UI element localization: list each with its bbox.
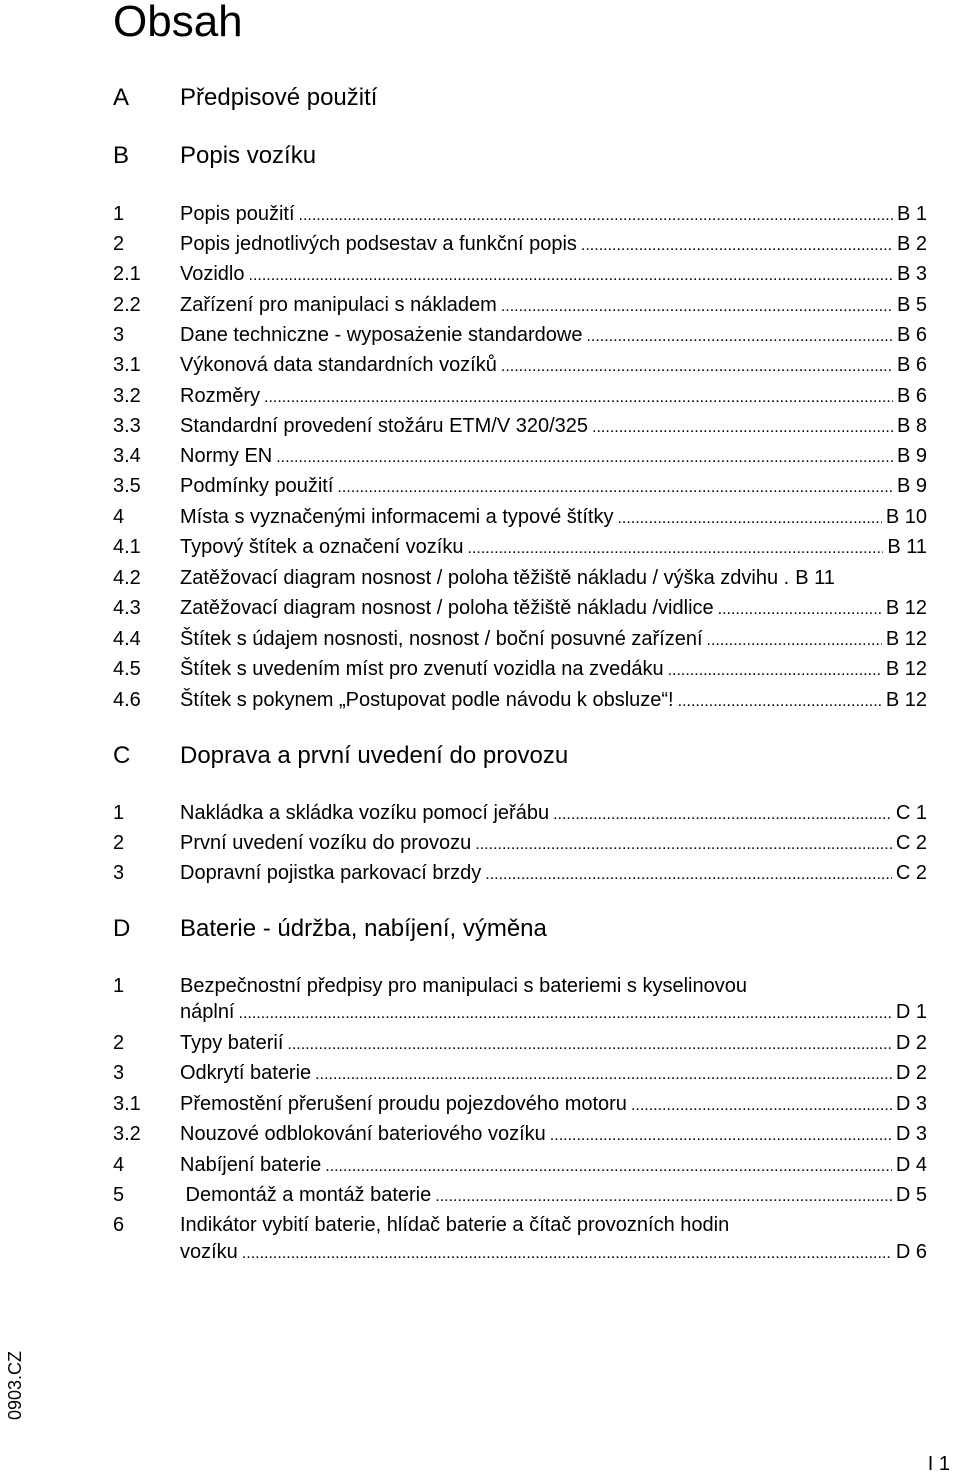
entry-number: 6 <box>113 1214 125 1236</box>
entry-number: 3.2 <box>113 1123 141 1145</box>
entry-number: 3 <box>113 324 125 346</box>
entry-number: 3.5 <box>113 475 141 497</box>
entry-text: Zařízení pro manipulaci s nákladem <box>180 294 497 316</box>
entry-text: Standardní provedení stožáru ETM/V 320/325 <box>180 415 589 437</box>
entry-number: 4 <box>113 1154 125 1176</box>
entry-text: Popis použití <box>180 203 295 225</box>
section-c-heading <box>113 741 927 771</box>
entry-number: 4.4 <box>113 628 141 650</box>
entry-text: Zatěžovací diagram nosnost / poloha těžiště nákladu /vidlice <box>180 597 714 619</box>
entry-number: 4.6 <box>113 689 141 711</box>
leader-dots <box>325 1153 892 1179</box>
entry-page: B 9 <box>896 475 927 497</box>
entry-page: D 1 <box>895 1001 927 1023</box>
leader-dots <box>315 1061 892 1087</box>
entry-page: D 6 <box>895 1241 927 1263</box>
entry-page: B 8 <box>896 415 927 437</box>
entry-number: 3.1 <box>113 354 141 376</box>
entry-page: B 10 <box>885 506 927 528</box>
leader-dots <box>581 232 893 258</box>
entry-text: vozíku <box>180 1241 238 1263</box>
entry-text: Dane techniczne - wyposażenie standardowe <box>180 324 583 346</box>
entry-page: D 3 <box>895 1093 927 1115</box>
leader-dots <box>631 1092 892 1118</box>
entry-number: 2 <box>113 233 125 255</box>
entry-page: B 5 <box>896 294 927 316</box>
leader-dots <box>550 1122 892 1148</box>
entry-number: 3 <box>113 1062 125 1084</box>
leader-dots <box>718 596 882 622</box>
entry-text: Popis jednotlivých podsestav a funkční popis <box>180 233 577 255</box>
entry-text: Štítek s pokynem „Postupovat podle návodu k obsluze“! <box>180 689 674 711</box>
entry-text: Dopravní pojistka parkovací brzdy <box>180 862 482 884</box>
entry-number: 5 <box>113 1184 125 1206</box>
entry-text: náplní <box>180 1001 235 1023</box>
section-a-heading <box>113 83 927 113</box>
entry-number: 1 <box>113 802 125 824</box>
leader-dots <box>668 657 882 683</box>
entry-number: 4.1 <box>113 536 141 558</box>
entry-number: 4.2 <box>113 567 141 589</box>
entry-page: B 11 <box>795 567 835 589</box>
leader-dots <box>678 688 882 714</box>
leader-dots <box>249 262 893 288</box>
entry-number: 3 <box>113 862 125 884</box>
entry-page: D 3 <box>895 1123 927 1145</box>
entry-text: Vozidlo <box>180 263 245 285</box>
leader-dots <box>617 505 881 531</box>
entry-text: Typy baterií <box>180 1032 284 1054</box>
entry-text: Typový štítek a označení vozíku <box>180 536 464 558</box>
entry-number: 3.4 <box>113 445 141 467</box>
leader-dots <box>501 293 893 319</box>
section-letter: C <box>113 742 131 769</box>
entry-page: C 2 <box>895 862 927 884</box>
leader-dots <box>467 535 883 561</box>
entry-page: B 11 <box>887 536 927 558</box>
entry-page: B 6 <box>896 324 927 346</box>
entry-page: B 6 <box>896 385 927 407</box>
leader-dots <box>264 384 893 410</box>
page-number: I 1 <box>927 1453 950 1475</box>
entry-number: 3.1 <box>113 1093 141 1115</box>
entry-number: 1 <box>113 975 125 997</box>
entry-page: B 6 <box>896 354 927 376</box>
entry-text: Zatěžovací diagram nosnost / poloha těžiště nákladu / výška zdvihu . <box>180 567 790 589</box>
entry-text: Výkonová data standardních vozíků <box>180 354 497 376</box>
entry-text: Nabíjení baterie <box>180 1154 322 1176</box>
section-title: Popis vozíku <box>180 142 317 169</box>
entry-text: Indikátor vybití baterie, hlídač baterie a čítač provozních hodin <box>180 1214 730 1236</box>
entry-text: Odkrytí baterie <box>180 1062 312 1084</box>
section-letter: D <box>113 915 131 942</box>
leader-dots <box>475 831 892 857</box>
leader-dots <box>299 202 893 228</box>
page-title: Obsah <box>113 0 243 46</box>
entry-page: B 1 <box>896 203 927 225</box>
entry-text: Normy EN <box>180 445 273 467</box>
entry-text: Místa s vyznačenými informacemi a typové štítky <box>180 506 614 528</box>
entry-page: C 2 <box>895 832 927 854</box>
leader-dots <box>337 474 893 500</box>
entry-number: 2.1 <box>113 263 141 285</box>
leader-dots <box>707 627 882 653</box>
leader-dots <box>586 323 893 349</box>
entry-page: D 4 <box>895 1154 927 1176</box>
entry-number: 2 <box>113 1032 125 1054</box>
entry-page: D 5 <box>895 1184 927 1206</box>
section-letter: A <box>113 84 130 111</box>
entry-page: D 2 <box>895 1062 927 1084</box>
leader-dots <box>239 1000 892 1026</box>
entry-page: B 3 <box>896 263 927 285</box>
section-title: Doprava a první uvedení do provozu <box>180 742 569 769</box>
entry-text: První uvedení vozíku do provozu <box>180 832 472 854</box>
section-b-heading <box>113 141 927 171</box>
leader-dots <box>435 1183 892 1209</box>
entry-page: B 9 <box>896 445 927 467</box>
entry-text: Demontáž a montáž baterie <box>180 1184 432 1206</box>
entry-number: 4.3 <box>113 597 141 619</box>
section-letter: B <box>113 142 130 169</box>
entry-page: B 2 <box>896 233 927 255</box>
leader-dots <box>501 353 893 379</box>
entry-page: B 12 <box>885 658 927 680</box>
entry-page: B 12 <box>885 689 927 711</box>
document-code: 0903.CZ <box>5 1350 25 1420</box>
entry-text: Štítek s uvedením míst pro zvenutí vozidla na zvedáku <box>180 658 664 680</box>
entry-page: C 1 <box>895 802 927 824</box>
leader-dots <box>242 1240 892 1266</box>
entry-number: 2 <box>113 832 125 854</box>
entry-text: Podmínky použití <box>180 475 334 497</box>
entry-page: B 12 <box>885 628 927 650</box>
entry-page: D 2 <box>895 1032 927 1054</box>
entry-text: Nouzové odblokování bateriového vozíku <box>180 1123 546 1145</box>
leader-dots <box>276 444 893 470</box>
leader-dots <box>287 1031 891 1057</box>
entry-number: 4 <box>113 506 125 528</box>
entry-number: 2.2 <box>113 294 141 316</box>
entry-text: Rozměry <box>180 385 261 407</box>
entry-number: 3.2 <box>113 385 141 407</box>
leader-dots <box>485 861 892 887</box>
entry-text: Bezpečnostní předpisy pro manipulaci s bateriemi s kyselinovou <box>180 975 747 997</box>
entry-number: 1 <box>113 203 125 225</box>
entry-text: Nakládka a skládka vozíku pomocí jeřábu <box>180 802 550 824</box>
entry-number: 3.3 <box>113 415 141 437</box>
section-title: Předpisové použití <box>180 84 378 111</box>
leader-dots <box>592 414 893 440</box>
entry-text: Přemostění přerušení proudu pojezdového motoru <box>180 1093 627 1115</box>
section-d-heading <box>113 914 927 944</box>
entry-text: Štítek s údajem nosnosti, nosnost / boční posuvné zařízení <box>180 628 703 650</box>
leader-dots <box>553 801 892 827</box>
section-title: Baterie - údržba, nabíjení, výměna <box>180 915 547 942</box>
entry-number: 4.5 <box>113 658 141 680</box>
entry-page: B 12 <box>885 597 927 619</box>
